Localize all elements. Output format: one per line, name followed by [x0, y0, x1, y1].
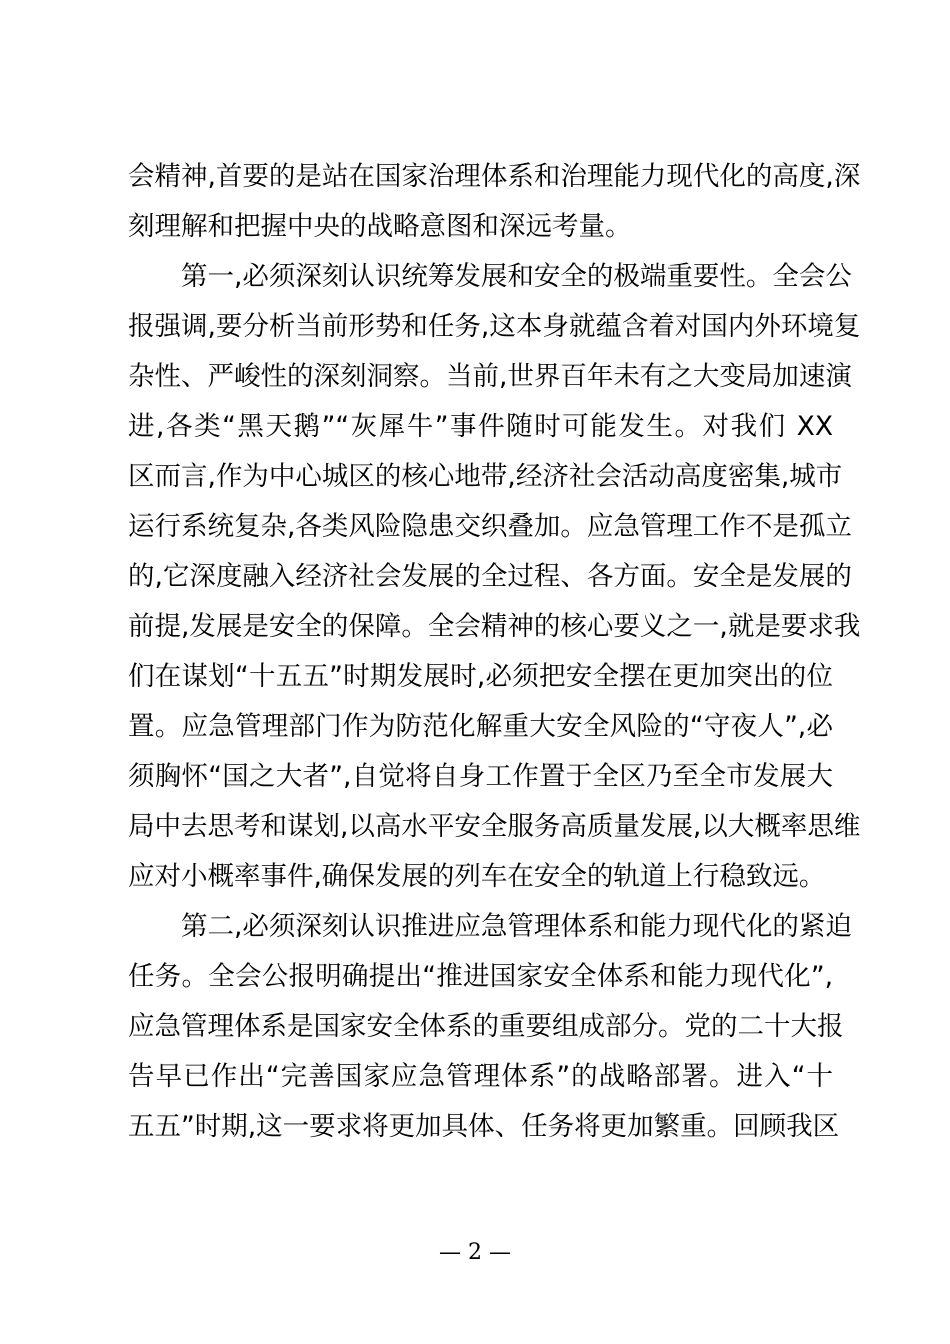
text-line: 刻理解和把握中央的战略意图和深远考量。 [128, 211, 632, 242]
text-line: 的,它深度融入经济社会发展的全过程、各方面。安全是发展的 [128, 561, 852, 592]
text-line: 们在谋划“十五五”时期发展时,必须把安全摆在更加突出的位 [128, 661, 833, 692]
text-line: 局中去思考和谋划,以高水平安全服务高质量发展,以大概率思维 [128, 811, 861, 842]
text-line: 杂性、严峻性的深刻洞察。当前,世界百年未有之大变局加速演 [128, 361, 852, 392]
text-line: 运行系统复杂,各类风险隐患交织叠加。应急管理工作不是孤立 [128, 511, 852, 542]
text-line: 应急管理体系是国家安全体系的重要组成部分。党的二十大报 [128, 1011, 844, 1042]
text-line: 进,各类“黑天鹅”“灰犀牛”事件随时可能发生。对我们 XX [128, 411, 833, 442]
text-line: 须胸怀“国之大者”,自觉将自身工作置于全区乃至全市发展大 [128, 761, 833, 792]
text-line: 报强调,要分析当前形势和任务,这本身就蕴含着对国内外环境复 [128, 311, 861, 342]
text-line: 区而言,作为中心城区的核心地带,经济社会活动高度密集,城市 [128, 461, 843, 492]
page-number: — 2 — [439, 1240, 511, 1265]
paragraph-first-line: 第一,必须深刻认识统筹发展和安全的极端重要性。全会公 [181, 261, 852, 292]
text-line: 告早已作出“完善国家应急管理体系”的战略部署。进入“十 [128, 1061, 833, 1092]
paragraph-first-line: 第二,必须深刻认识推进应急管理体系和能力现代化的紧迫 [181, 911, 852, 942]
text-line: 会精神,首要的是站在国家治理体系和治理能力现代化的高度,深 [128, 161, 861, 192]
text-line: 前提,发展是安全的保障。全会精神的核心要义之一,就是要求我 [128, 611, 861, 642]
text-line: 置。应急管理部门作为防范化解重大安全风险的“守夜人”,必 [128, 711, 833, 742]
text-line: 任务。全会公报明确提出“推进国家安全体系和能力现代化”, [128, 961, 833, 992]
document-body [128, 152, 861, 1152]
text-line: 五五”时期,这一要求将更加具体、任务将更加繁重。回顾我区 [128, 1111, 840, 1142]
text-line: 应对小概率事件,确保发展的列车在安全的轨道上行稳致远。 [128, 861, 826, 892]
